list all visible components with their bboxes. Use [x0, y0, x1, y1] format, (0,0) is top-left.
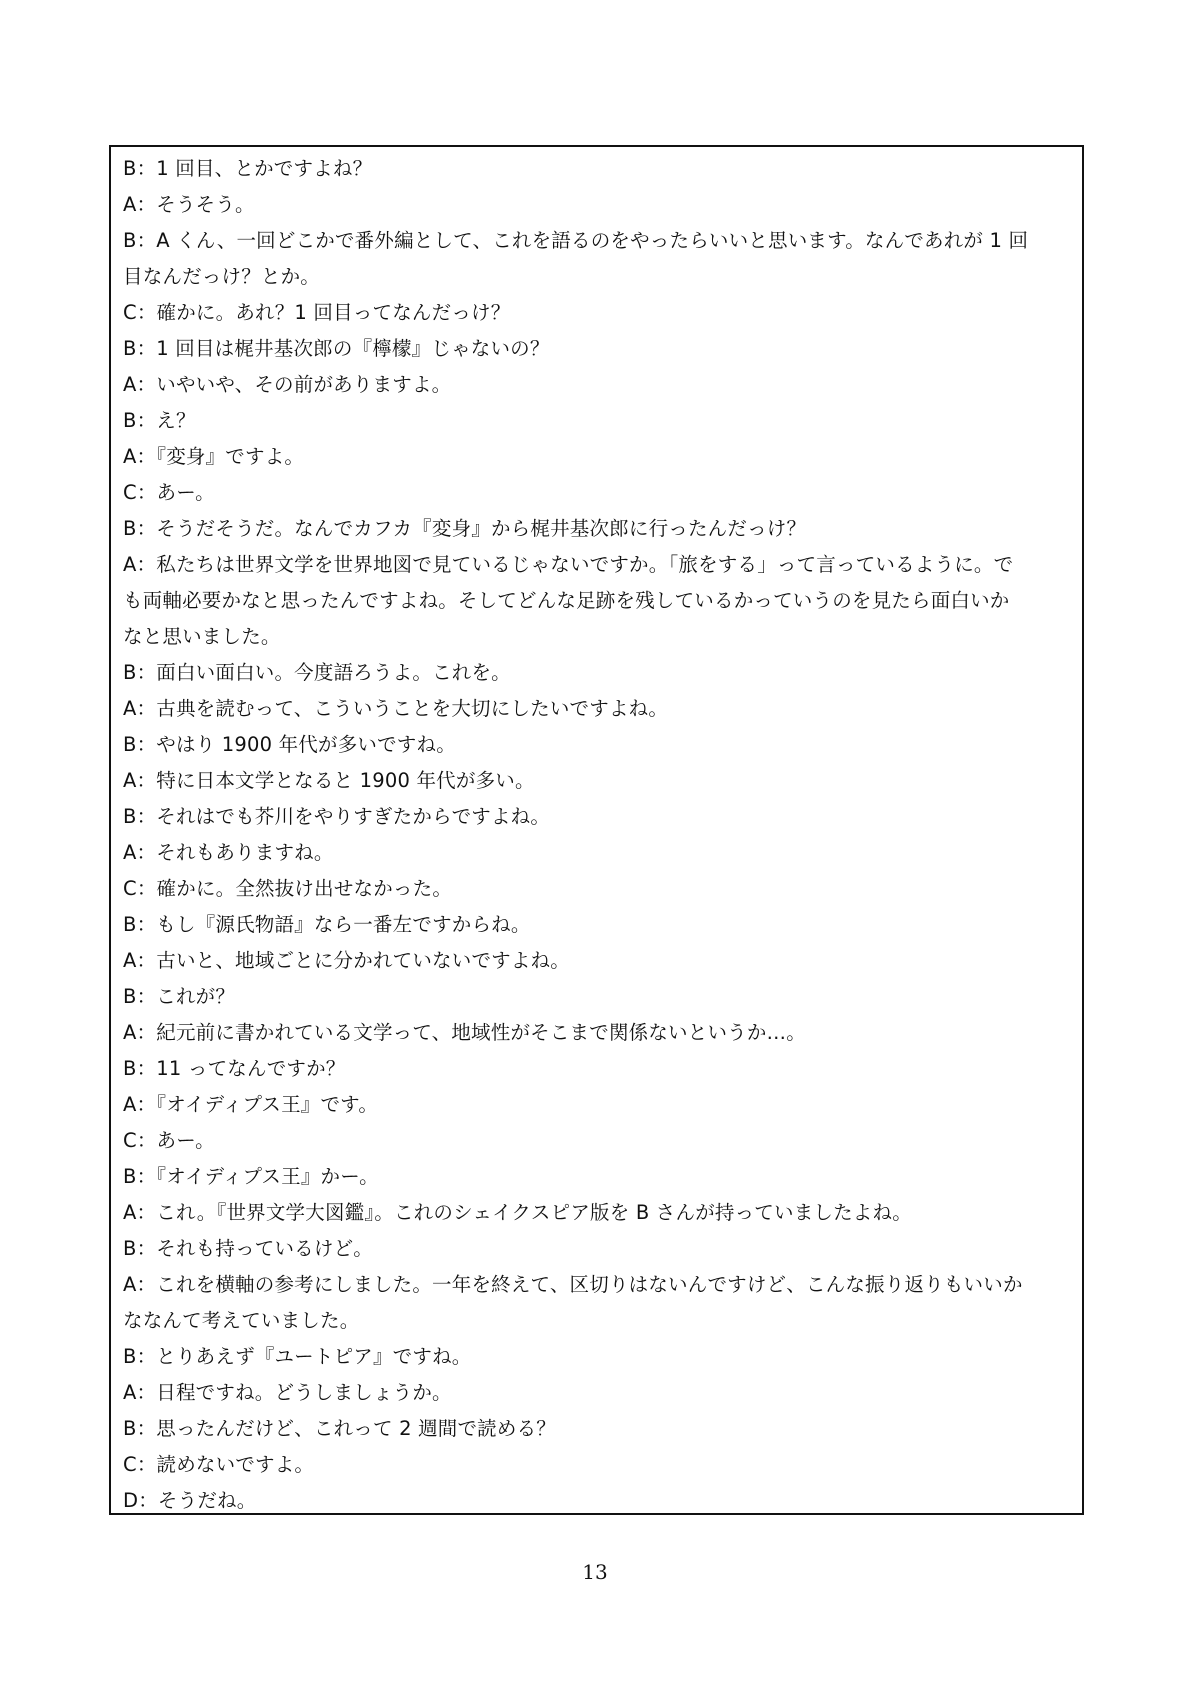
- transcript-line: なと思いました。: [123, 625, 281, 648]
- transcript-line: C：確かに。全然抜け出せなかった。: [123, 877, 453, 900]
- transcript-line: A：これ。『世界文学大図鑑』。これのシェイクスピア版を B さんが持っていましたよね。: [123, 1201, 912, 1224]
- transcript-line: D：そうだね。: [123, 1489, 257, 1512]
- transcript-line: A：日程ですね。どうしましょうか。: [123, 1381, 452, 1404]
- transcript-box: [109, 145, 1084, 1515]
- transcript-line: A：『変身』ですよ。: [123, 445, 305, 468]
- transcript-line: A：古典を読むって、こういうことを大切にしたいですよね。: [123, 697, 669, 720]
- transcript-line: B：それも持っているけど。: [123, 1237, 373, 1260]
- transcript-line: B：やはり 1900 年代が多いですね。: [123, 733, 456, 756]
- transcript-line: C：あー。: [123, 1129, 215, 1152]
- transcript-line: B：もし『源氏物語』なら一番左ですからね。: [123, 913, 531, 936]
- transcript-line: B：そうだそうだ。なんでカフカ『変身』から梶井基次郎に行ったんだっけ？: [123, 517, 807, 540]
- transcript-line: B：え？: [123, 409, 196, 432]
- transcript-line: A：そうそう。: [123, 193, 255, 216]
- transcript-line: A：私たちは世界文学を世界地図で見ているじゃないですか。「旅をする」って言っているように。で: [123, 553, 1014, 576]
- transcript-line: B：『オイディプス王』かー。: [123, 1165, 379, 1188]
- transcript-line: C：あー。: [123, 481, 215, 504]
- transcript-line: C：確かに。あれ？1 回目ってなんだっけ？: [123, 301, 511, 324]
- transcript-line: B：A くん、一回どこかで番外編として、これを語るのをやったらいいと思います。なんであれが 1 回: [123, 229, 1029, 252]
- transcript-line: B：思ったんだけど、これって 2 週間で読める？: [123, 1417, 556, 1440]
- transcript-line: A：特に日本文学となると 1900 年代が多い。: [123, 769, 535, 792]
- transcript-line: B：1 回目は梶井基次郎の『檸檬』じゃないの？: [123, 337, 550, 360]
- page-number: 13: [582, 1560, 608, 1584]
- transcript-line: A：それもありますね。: [123, 841, 334, 864]
- transcript-line: 目なんだっけ？とか。: [123, 265, 321, 288]
- transcript-line: A：古いと、地域ごとに分かれていないですよね。: [123, 949, 570, 972]
- transcript-line: C：読めないですよ。: [123, 1453, 315, 1476]
- transcript-line: A：『オイディプス王』です。: [123, 1093, 379, 1116]
- transcript-line: B：11 ってなんですか？: [123, 1057, 346, 1080]
- transcript-line: B：1 回目、とかですよね？: [123, 157, 373, 180]
- transcript-line: B：これが？: [123, 985, 236, 1008]
- transcript-line: B：とりあえず『ユートピア』ですね。: [123, 1345, 472, 1368]
- transcript-line: A：これを横軸の参考にしました。一年を終えて、区切りはないんですけど、こんな振り返りもいいか: [123, 1273, 1023, 1296]
- transcript-line: も両軸必要かなと思ったんですよね。そしてどんな足跡を残しているかっていうのを見たら面白いか: [123, 589, 1010, 612]
- transcript-line: ななんて考えていました。: [123, 1309, 360, 1332]
- transcript-line: B：それはでも芥川をやりすぎたからですよね。: [123, 805, 551, 828]
- transcript-line: B：面白い面白い。今度語ろうよ。これを。: [123, 661, 511, 684]
- transcript-line: A：紀元前に書かれている文学って、地域性がそこまで関係ないというか…。: [123, 1021, 806, 1044]
- transcript-line: A：いやいや、その前がありますよ。: [123, 373, 452, 396]
